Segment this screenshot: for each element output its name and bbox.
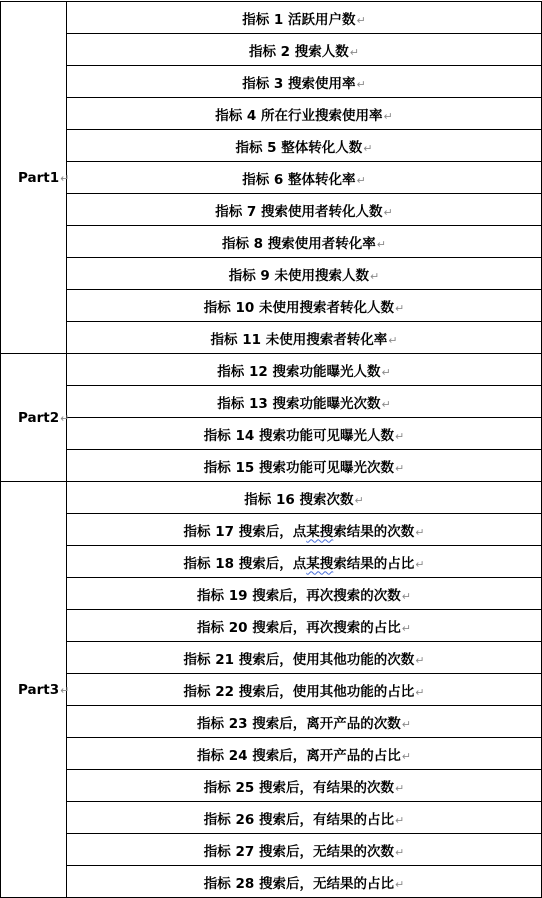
metric-cell xyxy=(67,386,542,418)
table-row xyxy=(1,482,542,514)
metric-cell xyxy=(67,258,542,290)
metric-cell xyxy=(67,98,542,130)
paragraph-mark-icon: ↵ xyxy=(381,397,391,411)
metric-label: 指标 11 未使用搜索者转化率 xyxy=(210,331,388,348)
paragraph-mark-icon: ↵ xyxy=(356,173,366,187)
part-label: Part3 xyxy=(18,681,60,698)
paragraph-mark-icon: ↵ xyxy=(376,237,386,251)
paragraph-mark-icon: ↵ xyxy=(401,589,411,603)
metric-label: 指标 23 搜索后，离开产品的次数 xyxy=(197,715,401,732)
paragraph-mark-icon: ↵ xyxy=(383,109,393,123)
metrics-table xyxy=(0,1,542,898)
table-row xyxy=(1,162,542,194)
spellcheck-squiggle: 某搜 xyxy=(306,555,334,572)
paragraph-mark-icon: ↵ xyxy=(60,171,70,185)
metric-label-part: 指标 18 搜索后，点 xyxy=(183,555,307,572)
metric-label: 指标 3 搜索使用率 xyxy=(242,75,356,92)
metric-label: 指标 20 搜索后，再次搜索的占比 xyxy=(197,619,401,636)
metric-cell xyxy=(67,578,542,610)
metric-cell xyxy=(67,2,542,34)
table-row xyxy=(1,738,542,770)
metric-label: 指标 25 搜索后，有结果的次数 xyxy=(203,779,394,796)
table-row xyxy=(1,322,542,354)
table-row xyxy=(1,866,542,898)
metric-label: 指标 19 搜索后，再次搜索的次数 xyxy=(197,587,401,604)
paragraph-mark-icon: ↵ xyxy=(383,205,393,219)
table-row xyxy=(1,834,542,866)
table-row xyxy=(1,98,542,130)
part-label-cell xyxy=(1,482,70,898)
paragraph-mark-icon: ↵ xyxy=(394,301,405,315)
metric-label: 指标 16 搜索次数 xyxy=(244,491,354,508)
metric-cell xyxy=(67,834,542,866)
paragraph-mark-icon: ↵ xyxy=(354,493,364,507)
metric-label: 指标 13 搜索功能曝光次数 xyxy=(217,395,381,412)
metric-cell xyxy=(67,546,542,578)
metric-label: 指标 4 所在行业搜索使用率 xyxy=(215,107,383,124)
metric-cell xyxy=(67,450,542,482)
metric-cell xyxy=(67,770,542,802)
metric-cell xyxy=(67,130,542,162)
metric-label: 指标 6 整体转化率 xyxy=(242,171,356,188)
metric-cell xyxy=(67,706,542,738)
metric-label xyxy=(184,524,415,540)
metric-cell xyxy=(67,418,542,450)
metrics-table-body xyxy=(1,2,542,898)
paragraph-mark-icon: ↵ xyxy=(415,653,425,667)
part-label-cell xyxy=(1,354,70,482)
metric-label: 指标 5 整体转化人数 xyxy=(235,139,363,156)
metric-label: 指标 14 搜索功能可见曝光人数 xyxy=(203,427,394,444)
spellcheck-squiggle: 某搜 xyxy=(306,523,334,540)
table-row xyxy=(1,354,542,386)
table-row xyxy=(1,66,542,98)
paragraph-mark-icon: ↵ xyxy=(356,77,366,91)
metric-cell xyxy=(67,34,542,66)
metric-label: 指标 28 搜索后，无结果的占比 xyxy=(203,875,394,892)
metric-label: 指标 7 搜索使用者转化人数 xyxy=(215,203,383,220)
metric-cell xyxy=(67,226,542,258)
metric-cell xyxy=(67,642,542,674)
part-label: Part1 xyxy=(18,169,60,186)
paragraph-mark-icon: ↵ xyxy=(363,141,373,155)
table-row xyxy=(1,290,542,322)
table-row xyxy=(1,194,542,226)
paragraph-mark-icon: ↵ xyxy=(401,717,411,731)
paragraph-mark-icon: ↵ xyxy=(388,333,398,347)
table-row xyxy=(1,130,542,162)
paragraph-mark-icon: ↵ xyxy=(60,683,70,697)
metric-cell xyxy=(67,674,542,706)
metric-cell xyxy=(67,290,542,322)
paragraph-mark-icon: ↵ xyxy=(60,411,70,425)
table-row xyxy=(1,514,542,546)
paragraph-mark-icon: ↵ xyxy=(401,749,411,763)
table-row xyxy=(1,706,542,738)
paragraph-mark-icon: ↵ xyxy=(370,269,380,283)
metric-label: 指标 8 搜索使用者转化率 xyxy=(221,235,376,252)
metric-label-part: 指标 17 搜索后，点 xyxy=(183,523,307,540)
metric-label: 指标 22 搜索后，使用其他功能的占比 xyxy=(183,683,415,700)
table-row xyxy=(1,610,542,642)
metric-cell xyxy=(67,322,542,354)
metric-label xyxy=(184,556,415,572)
metric-cell xyxy=(67,194,542,226)
metric-cell xyxy=(67,866,542,898)
table-row xyxy=(1,674,542,706)
table-row xyxy=(1,418,542,450)
metric-label: 指标 26 搜索后，有结果的占比 xyxy=(203,811,394,828)
metric-label: 指标 10 未使用搜索者转化人数 xyxy=(203,299,394,316)
metric-label-part: 索结果的次数 xyxy=(333,523,415,540)
metric-label: 指标 15 搜索功能可见曝光次数 xyxy=(203,459,394,476)
table-row xyxy=(1,2,542,34)
metric-cell xyxy=(67,482,542,514)
table-row xyxy=(1,258,542,290)
metric-cell xyxy=(67,66,542,98)
metric-label: 指标 2 搜索人数 xyxy=(248,43,349,60)
metric-cell xyxy=(67,354,542,386)
metric-cell xyxy=(67,610,542,642)
table-row xyxy=(1,642,542,674)
paragraph-mark-icon: ↵ xyxy=(415,525,425,539)
metric-label: 指标 21 搜索后，使用其他功能的次数 xyxy=(183,651,415,668)
paragraph-mark-icon: ↵ xyxy=(394,781,405,795)
metric-cell xyxy=(67,738,542,770)
paragraph-mark-icon: ↵ xyxy=(394,877,405,891)
metric-label: 指标 24 搜索后，离开产品的占比 xyxy=(197,747,401,764)
metric-label: 指标 12 搜索功能曝光人数 xyxy=(217,363,381,380)
metric-cell xyxy=(67,802,542,834)
paragraph-mark-icon: ↵ xyxy=(394,813,405,827)
paragraph-mark-icon: ↵ xyxy=(415,557,425,571)
metric-label: 指标 1 活跃用户数 xyxy=(242,11,356,28)
metric-label: 指标 27 搜索后，无结果的次数 xyxy=(203,843,394,860)
table-row xyxy=(1,546,542,578)
paragraph-mark-icon: ↵ xyxy=(381,365,391,379)
metric-cell xyxy=(67,162,542,194)
paragraph-mark-icon: ↵ xyxy=(356,13,366,27)
metric-label-part: 索结果的占比 xyxy=(333,555,415,572)
paragraph-mark-icon: ↵ xyxy=(349,45,359,59)
table-row xyxy=(1,226,542,258)
paragraph-mark-icon: ↵ xyxy=(394,429,405,443)
paragraph-mark-icon: ↵ xyxy=(394,845,405,859)
part-label-cell xyxy=(1,2,70,354)
table-row xyxy=(1,770,542,802)
table-row xyxy=(1,578,542,610)
table-row xyxy=(1,450,542,482)
table-row xyxy=(1,802,542,834)
paragraph-mark-icon: ↵ xyxy=(401,621,411,635)
paragraph-mark-icon: ↵ xyxy=(394,461,405,475)
table-row xyxy=(1,34,542,66)
table-row xyxy=(1,386,542,418)
paragraph-mark-icon: ↵ xyxy=(415,685,425,699)
metric-label: 指标 9 未使用搜索人数 xyxy=(228,267,370,284)
part-label: Part2 xyxy=(18,409,60,426)
metric-cell xyxy=(67,514,542,546)
